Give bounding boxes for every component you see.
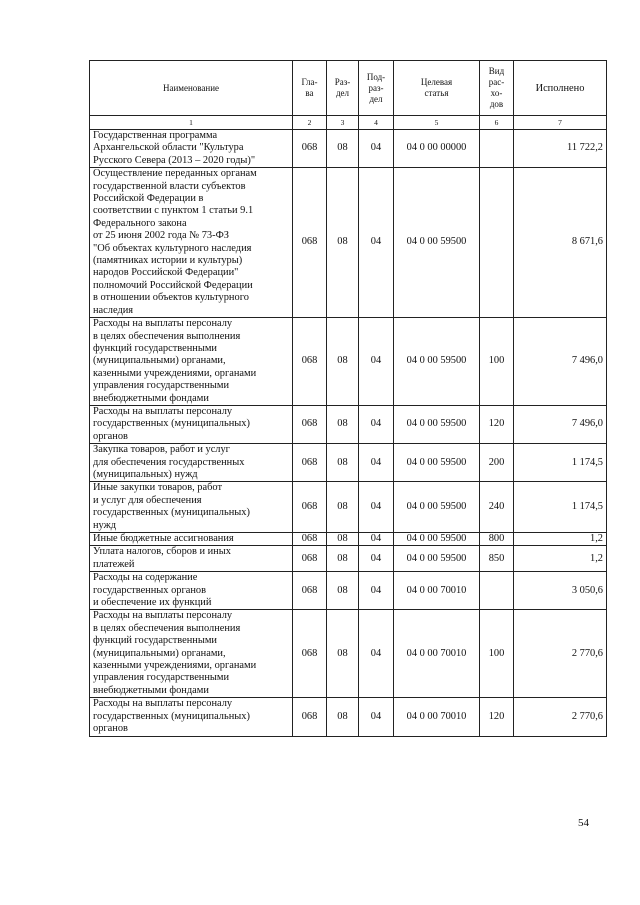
cell-podrazdel: 04: [359, 610, 394, 698]
cell-name: Иные закупки товаров, работ и услуг для обеспечения государственных (муниципальных) нужд: [90, 482, 293, 533]
cell-glava: 068: [293, 444, 327, 482]
cell-vid: 200: [480, 444, 514, 482]
cell-razdel: 08: [327, 533, 359, 546]
header-target: Целевая статья: [394, 61, 480, 116]
cell-amount: 1 174,5: [514, 482, 607, 533]
table-row: [90, 533, 607, 546]
cell-glava: 068: [293, 482, 327, 533]
cell-amount: 7 496,0: [514, 318, 607, 406]
cell-target: 04 0 00 59500: [394, 482, 480, 533]
column-number: 5: [394, 116, 480, 130]
cell-podrazdel: 04: [359, 168, 394, 318]
cell-vid: 100: [480, 318, 514, 406]
cell-podrazdel: 04: [359, 405, 394, 443]
header-vid: Вид рас- хо- дов: [480, 61, 514, 116]
cell-vid: [480, 130, 514, 168]
cell-target: 04 0 00 70010: [394, 572, 480, 610]
cell-name: Расходы на выплаты персоналу в целях обеспечения выполнения функций государственными (муниципальными) органами, казенными учреждениями, органами управления государственными внебюджетными фондами: [90, 318, 293, 406]
cell-target: 04 0 00 59500: [394, 546, 480, 572]
cell-glava: 068: [293, 168, 327, 318]
cell-amount: 2 770,6: [514, 610, 607, 698]
column-number: 4: [359, 116, 394, 130]
cell-podrazdel: 04: [359, 130, 394, 168]
cell-glava: 068: [293, 572, 327, 610]
cell-name: Расходы на выплаты персоналу государственных (муниципальных) органов: [90, 405, 293, 443]
cell-amount: 1,2: [514, 546, 607, 572]
header-row: [90, 61, 607, 116]
cell-razdel: 08: [327, 405, 359, 443]
cell-name: Государственная программа Архангельской области "Культура Русского Севера (2013 – 2020 годы)": [90, 130, 293, 168]
column-number: 7: [514, 116, 607, 130]
cell-glava: 068: [293, 698, 327, 736]
cell-target: 04 0 00 70010: [394, 698, 480, 736]
cell-name: Расходы на выплаты персоналу государственных (муниципальных) органов: [90, 698, 293, 736]
table-row: [90, 546, 607, 572]
cell-target: 04 0 00 70010: [394, 610, 480, 698]
cell-razdel: 08: [327, 318, 359, 406]
cell-razdel: 08: [327, 610, 359, 698]
cell-razdel: 08: [327, 546, 359, 572]
cell-glava: 068: [293, 610, 327, 698]
header-razdel: Раз- дел: [327, 61, 359, 116]
column-number: 1: [90, 116, 293, 130]
cell-podrazdel: 04: [359, 318, 394, 406]
cell-razdel: 08: [327, 572, 359, 610]
table-row: [90, 405, 607, 443]
cell-target: 04 0 00 00000: [394, 130, 480, 168]
cell-podrazdel: 04: [359, 572, 394, 610]
cell-vid: 120: [480, 405, 514, 443]
table-row: [90, 610, 607, 698]
table-row: [90, 130, 607, 168]
cell-amount: 1,2: [514, 533, 607, 546]
table-row: [90, 444, 607, 482]
cell-vid: 100: [480, 610, 514, 698]
cell-name: Закупка товаров, работ и услуг для обеспечения государственных (муниципальных) нужд: [90, 444, 293, 482]
column-number: 3: [327, 116, 359, 130]
cell-vid: 240: [480, 482, 514, 533]
header-done: Исполнено: [514, 61, 607, 116]
table-row: [90, 482, 607, 533]
cell-name: Иные бюджетные ассигнования: [90, 533, 293, 546]
cell-target: 04 0 00 59500: [394, 318, 480, 406]
table-row: [90, 168, 607, 318]
column-number: 6: [480, 116, 514, 130]
cell-vid: [480, 168, 514, 318]
cell-name: Уплата налогов, сборов и иных платежей: [90, 546, 293, 572]
cell-glava: 068: [293, 546, 327, 572]
cell-target: 04 0 00 59500: [394, 168, 480, 318]
cell-razdel: 08: [327, 698, 359, 736]
header-podrazdel: Под- раз- дел: [359, 61, 394, 116]
cell-amount: 11 722,2: [514, 130, 607, 168]
cell-name: Расходы на выплаты персоналу в целях обеспечения выполнения функций государственными (муниципальными) органами, казенными учреждениями, органами управления государственными внебюджетными фондами: [90, 610, 293, 698]
cell-amount: 8 671,6: [514, 168, 607, 318]
cell-target: 04 0 00 59500: [394, 444, 480, 482]
cell-target: 04 0 00 59500: [394, 405, 480, 443]
cell-target: 04 0 00 59500: [394, 533, 480, 546]
header-name: Наименование: [90, 61, 293, 116]
cell-vid: 800: [480, 533, 514, 546]
cell-amount: 3 050,6: [514, 572, 607, 610]
cell-podrazdel: 04: [359, 546, 394, 572]
cell-amount: 1 174,5: [514, 444, 607, 482]
cell-podrazdel: 04: [359, 698, 394, 736]
cell-glava: 068: [293, 318, 327, 406]
cell-razdel: 08: [327, 130, 359, 168]
cell-podrazdel: 04: [359, 533, 394, 546]
cell-razdel: 08: [327, 482, 359, 533]
cell-vid: 120: [480, 698, 514, 736]
cell-name: Осуществление переданных органам государственной власти субъектов Российской Федерации в соответствии с пунктом 1 статьи 9.1 Федерального закона от 25 июня 2002 года № 73-ФЗ "Об объектах культурного наследия (памятниках истории и культуры) народов Российской Федерации" полномочий Российской Федерации в отношении объектов культурного наследия: [90, 168, 293, 318]
column-number: 2: [293, 116, 327, 130]
cell-vid: 850: [480, 546, 514, 572]
column-number-row: [90, 116, 607, 130]
table-row: [90, 698, 607, 736]
cell-name: Расходы на содержание государственных органов и обеспечение их функций: [90, 572, 293, 610]
cell-podrazdel: 04: [359, 444, 394, 482]
cell-glava: 068: [293, 533, 327, 546]
cell-razdel: 08: [327, 444, 359, 482]
table-row: [90, 572, 607, 610]
cell-amount: 2 770,6: [514, 698, 607, 736]
cell-vid: [480, 572, 514, 610]
cell-razdel: 08: [327, 168, 359, 318]
cell-amount: 7 496,0: [514, 405, 607, 443]
page-number: 54: [578, 817, 589, 829]
cell-glava: 068: [293, 130, 327, 168]
cell-podrazdel: 04: [359, 482, 394, 533]
budget-table: [89, 60, 607, 737]
table-row: [90, 318, 607, 406]
header-glava: Гла- ва: [293, 61, 327, 116]
cell-glava: 068: [293, 405, 327, 443]
